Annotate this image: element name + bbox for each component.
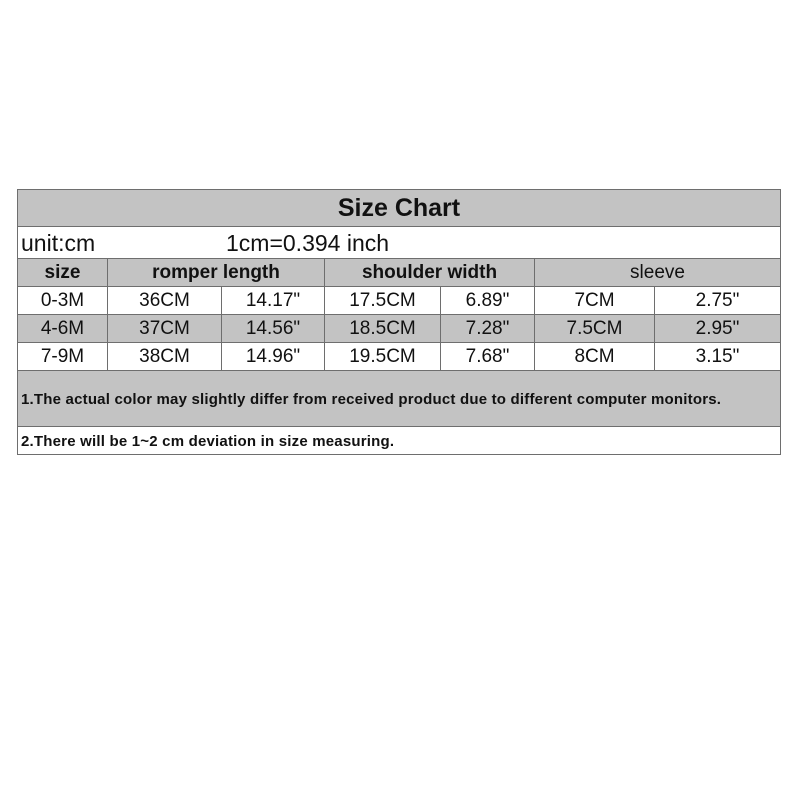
romper-cm-cell: 36CM: [108, 287, 222, 315]
sleeve-cm-cell: 7CM: [535, 287, 655, 315]
unit-row: [18, 227, 781, 259]
shoulder-cm-cell: 19.5CM: [325, 343, 441, 371]
romper-inch-cell: 14.17": [222, 287, 325, 315]
header-size: size: [18, 259, 108, 287]
shoulder-inch-cell: 7.28": [441, 315, 535, 343]
romper-cm-cell: 37CM: [108, 315, 222, 343]
shoulder-inch-cell: 6.89": [441, 287, 535, 315]
title-row: [18, 190, 781, 227]
size-chart-table: [17, 189, 781, 455]
header-shoulder-width: shoulder width: [325, 259, 535, 287]
shoulder-inch-cell: 7.68": [441, 343, 535, 371]
note-color-difference: 1.The actual color may slightly differ from received product due to different computer monitors.: [18, 371, 781, 427]
size-cell: 4-6M: [18, 315, 108, 343]
header-romper-length: romper length: [108, 259, 325, 287]
unit-conversion: 1cm=0.394 inch: [226, 230, 390, 256]
unit-cell: [18, 227, 781, 259]
shoulder-cm-cell: 17.5CM: [325, 287, 441, 315]
table-row: [18, 343, 781, 371]
table-row: [18, 315, 781, 343]
sleeve-inch-cell: 2.95": [655, 315, 781, 343]
unit-label: unit:cm: [21, 230, 96, 256]
note-row: [18, 427, 781, 455]
note-size-deviation: 2.There will be 1~2 cm deviation in size measuring.: [18, 427, 781, 455]
romper-inch-cell: 14.96": [222, 343, 325, 371]
header-sleeve: sleeve: [535, 259, 781, 287]
size-chart: [17, 189, 780, 455]
romper-cm-cell: 38CM: [108, 343, 222, 371]
shoulder-cm-cell: 18.5CM: [325, 315, 441, 343]
sleeve-cm-cell: 7.5CM: [535, 315, 655, 343]
chart-title: Size Chart: [18, 190, 781, 227]
romper-inch-cell: 14.56": [222, 315, 325, 343]
size-cell: 7-9M: [18, 343, 108, 371]
sleeve-cm-cell: 8CM: [535, 343, 655, 371]
column-header-row: [18, 259, 781, 287]
note-row: [18, 371, 781, 427]
sleeve-inch-cell: 3.15": [655, 343, 781, 371]
sleeve-inch-cell: 2.75": [655, 287, 781, 315]
size-cell: 0-3M: [18, 287, 108, 315]
table-row: [18, 287, 781, 315]
